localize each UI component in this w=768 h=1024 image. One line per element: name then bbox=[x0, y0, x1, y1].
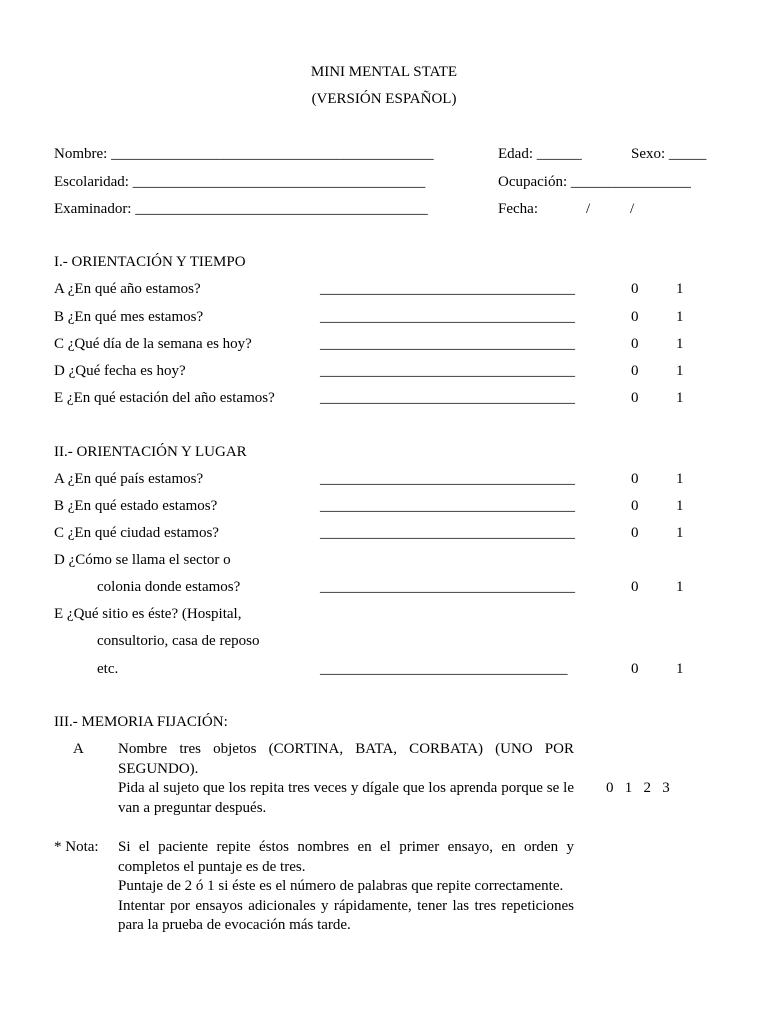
answer-line: __________________________________ bbox=[320, 498, 575, 514]
note-paragraph: Intentar por ensayos adicionales y rápidamente, tener las tres repeticiones para la prueba de evocación más tarde. bbox=[118, 897, 574, 933]
score-zero: 0 bbox=[631, 471, 639, 487]
score-one: 1 bbox=[676, 363, 684, 379]
ocupacion-field: Ocupación: ________________ bbox=[498, 174, 691, 190]
score-zero: 0 bbox=[631, 525, 639, 541]
instruction-paragraph: Nombre tres objetos (CORTINA, BATA, CORBATA) (UNO POR SEGUNDO). bbox=[118, 741, 574, 777]
score-zero: 0 bbox=[631, 579, 639, 595]
note-paragraph: Puntaje de 2 ó 1 si éste es el número de palabras que repite correctamente. bbox=[118, 878, 564, 894]
score-scale: 0 1 2 3 bbox=[606, 780, 670, 796]
score-zero: 0 bbox=[631, 498, 639, 514]
question-item: E ¿Qué sitio es éste? (Hospital, bbox=[54, 606, 242, 622]
score-one: 1 bbox=[676, 390, 684, 406]
document-title: MINI MENTAL STATE bbox=[310, 64, 458, 80]
note-label: * Nota: bbox=[54, 839, 99, 855]
answer-line: __________________________________ bbox=[320, 363, 575, 379]
score-one: 1 bbox=[676, 281, 684, 297]
answer-line: __________________________________ bbox=[320, 579, 575, 595]
score-one: 1 bbox=[676, 471, 684, 487]
section-title: I.- ORIENTACIÓN Y TIEMPO bbox=[54, 254, 246, 270]
answer-line: __________________________________ bbox=[320, 525, 575, 541]
question-item-continuation: etc. bbox=[97, 661, 119, 677]
instruction-paragraph: Pida al sujeto que los repita tres veces y dígale que los aprenda porque se le van a preguntar después. bbox=[118, 780, 574, 816]
document-subtitle: (VERSIÓN ESPAÑOL) bbox=[311, 91, 457, 107]
section-title: II.- ORIENTACIÓN Y LUGAR bbox=[54, 444, 247, 460]
score-zero: 0 bbox=[631, 661, 639, 677]
score-zero: 0 bbox=[631, 281, 639, 297]
fecha-field: Fecha: bbox=[498, 201, 538, 217]
answer-line: __________________________________ bbox=[320, 336, 575, 352]
score-one: 1 bbox=[676, 309, 684, 325]
edad-field: Edad: ______ bbox=[498, 146, 582, 162]
note-block bbox=[118, 838, 574, 936]
answer-line: _________________________________ bbox=[320, 661, 568, 677]
answer-line: __________________________________ bbox=[320, 281, 575, 297]
question-item-continuation: consultorio, casa de reposo bbox=[97, 633, 260, 649]
score-one: 1 bbox=[676, 498, 684, 514]
answer-line: __________________________________ bbox=[320, 390, 575, 406]
score-zero: 0 bbox=[631, 309, 639, 325]
question-item: E ¿En qué estación del año estamos? bbox=[54, 390, 275, 406]
score-one: 1 bbox=[676, 579, 684, 595]
fecha-slash: / bbox=[586, 201, 591, 217]
fecha-slash: / bbox=[630, 201, 635, 217]
instruction-block bbox=[118, 740, 574, 818]
score-one: 1 bbox=[676, 661, 684, 677]
escolaridad-field: Escolaridad: _______________________________________ bbox=[54, 174, 426, 190]
question-item: C ¿En qué ciudad estamos? bbox=[54, 525, 219, 541]
score-zero: 0 bbox=[631, 363, 639, 379]
question-item: A ¿En qué año estamos? bbox=[54, 281, 201, 297]
answer-line: __________________________________ bbox=[320, 309, 575, 325]
question-item: B ¿En qué mes estamos? bbox=[54, 309, 204, 325]
score-zero: 0 bbox=[631, 336, 639, 352]
question-item: D ¿Qué fecha es hoy? bbox=[54, 363, 186, 379]
section-title: III.- MEMORIA FIJACIÓN: bbox=[54, 714, 228, 730]
question-item: D ¿Cómo se llama el sector o bbox=[54, 552, 231, 568]
score-zero: 0 bbox=[631, 390, 639, 406]
question-item: C ¿Qué día de la semana es hoy? bbox=[54, 336, 252, 352]
score-one: 1 bbox=[676, 336, 684, 352]
examinador-field: Examinador: _______________________________________ bbox=[54, 201, 428, 217]
score-one: 1 bbox=[676, 525, 684, 541]
item-label: A bbox=[73, 741, 84, 757]
note-paragraph: Si el paciente repite éstos nombres en el primer ensayo, en orden y completos el puntaje es de tres. bbox=[118, 839, 574, 875]
answer-line: __________________________________ bbox=[320, 471, 575, 487]
sexo-field: Sexo: _____ bbox=[631, 146, 707, 162]
question-item-continuation: colonia donde estamos? bbox=[97, 579, 241, 595]
question-item: B ¿En qué estado estamos? bbox=[54, 498, 218, 514]
question-item: A ¿En qué país estamos? bbox=[54, 471, 204, 487]
nombre-field: Nombre: ___________________________________________ bbox=[54, 146, 434, 162]
